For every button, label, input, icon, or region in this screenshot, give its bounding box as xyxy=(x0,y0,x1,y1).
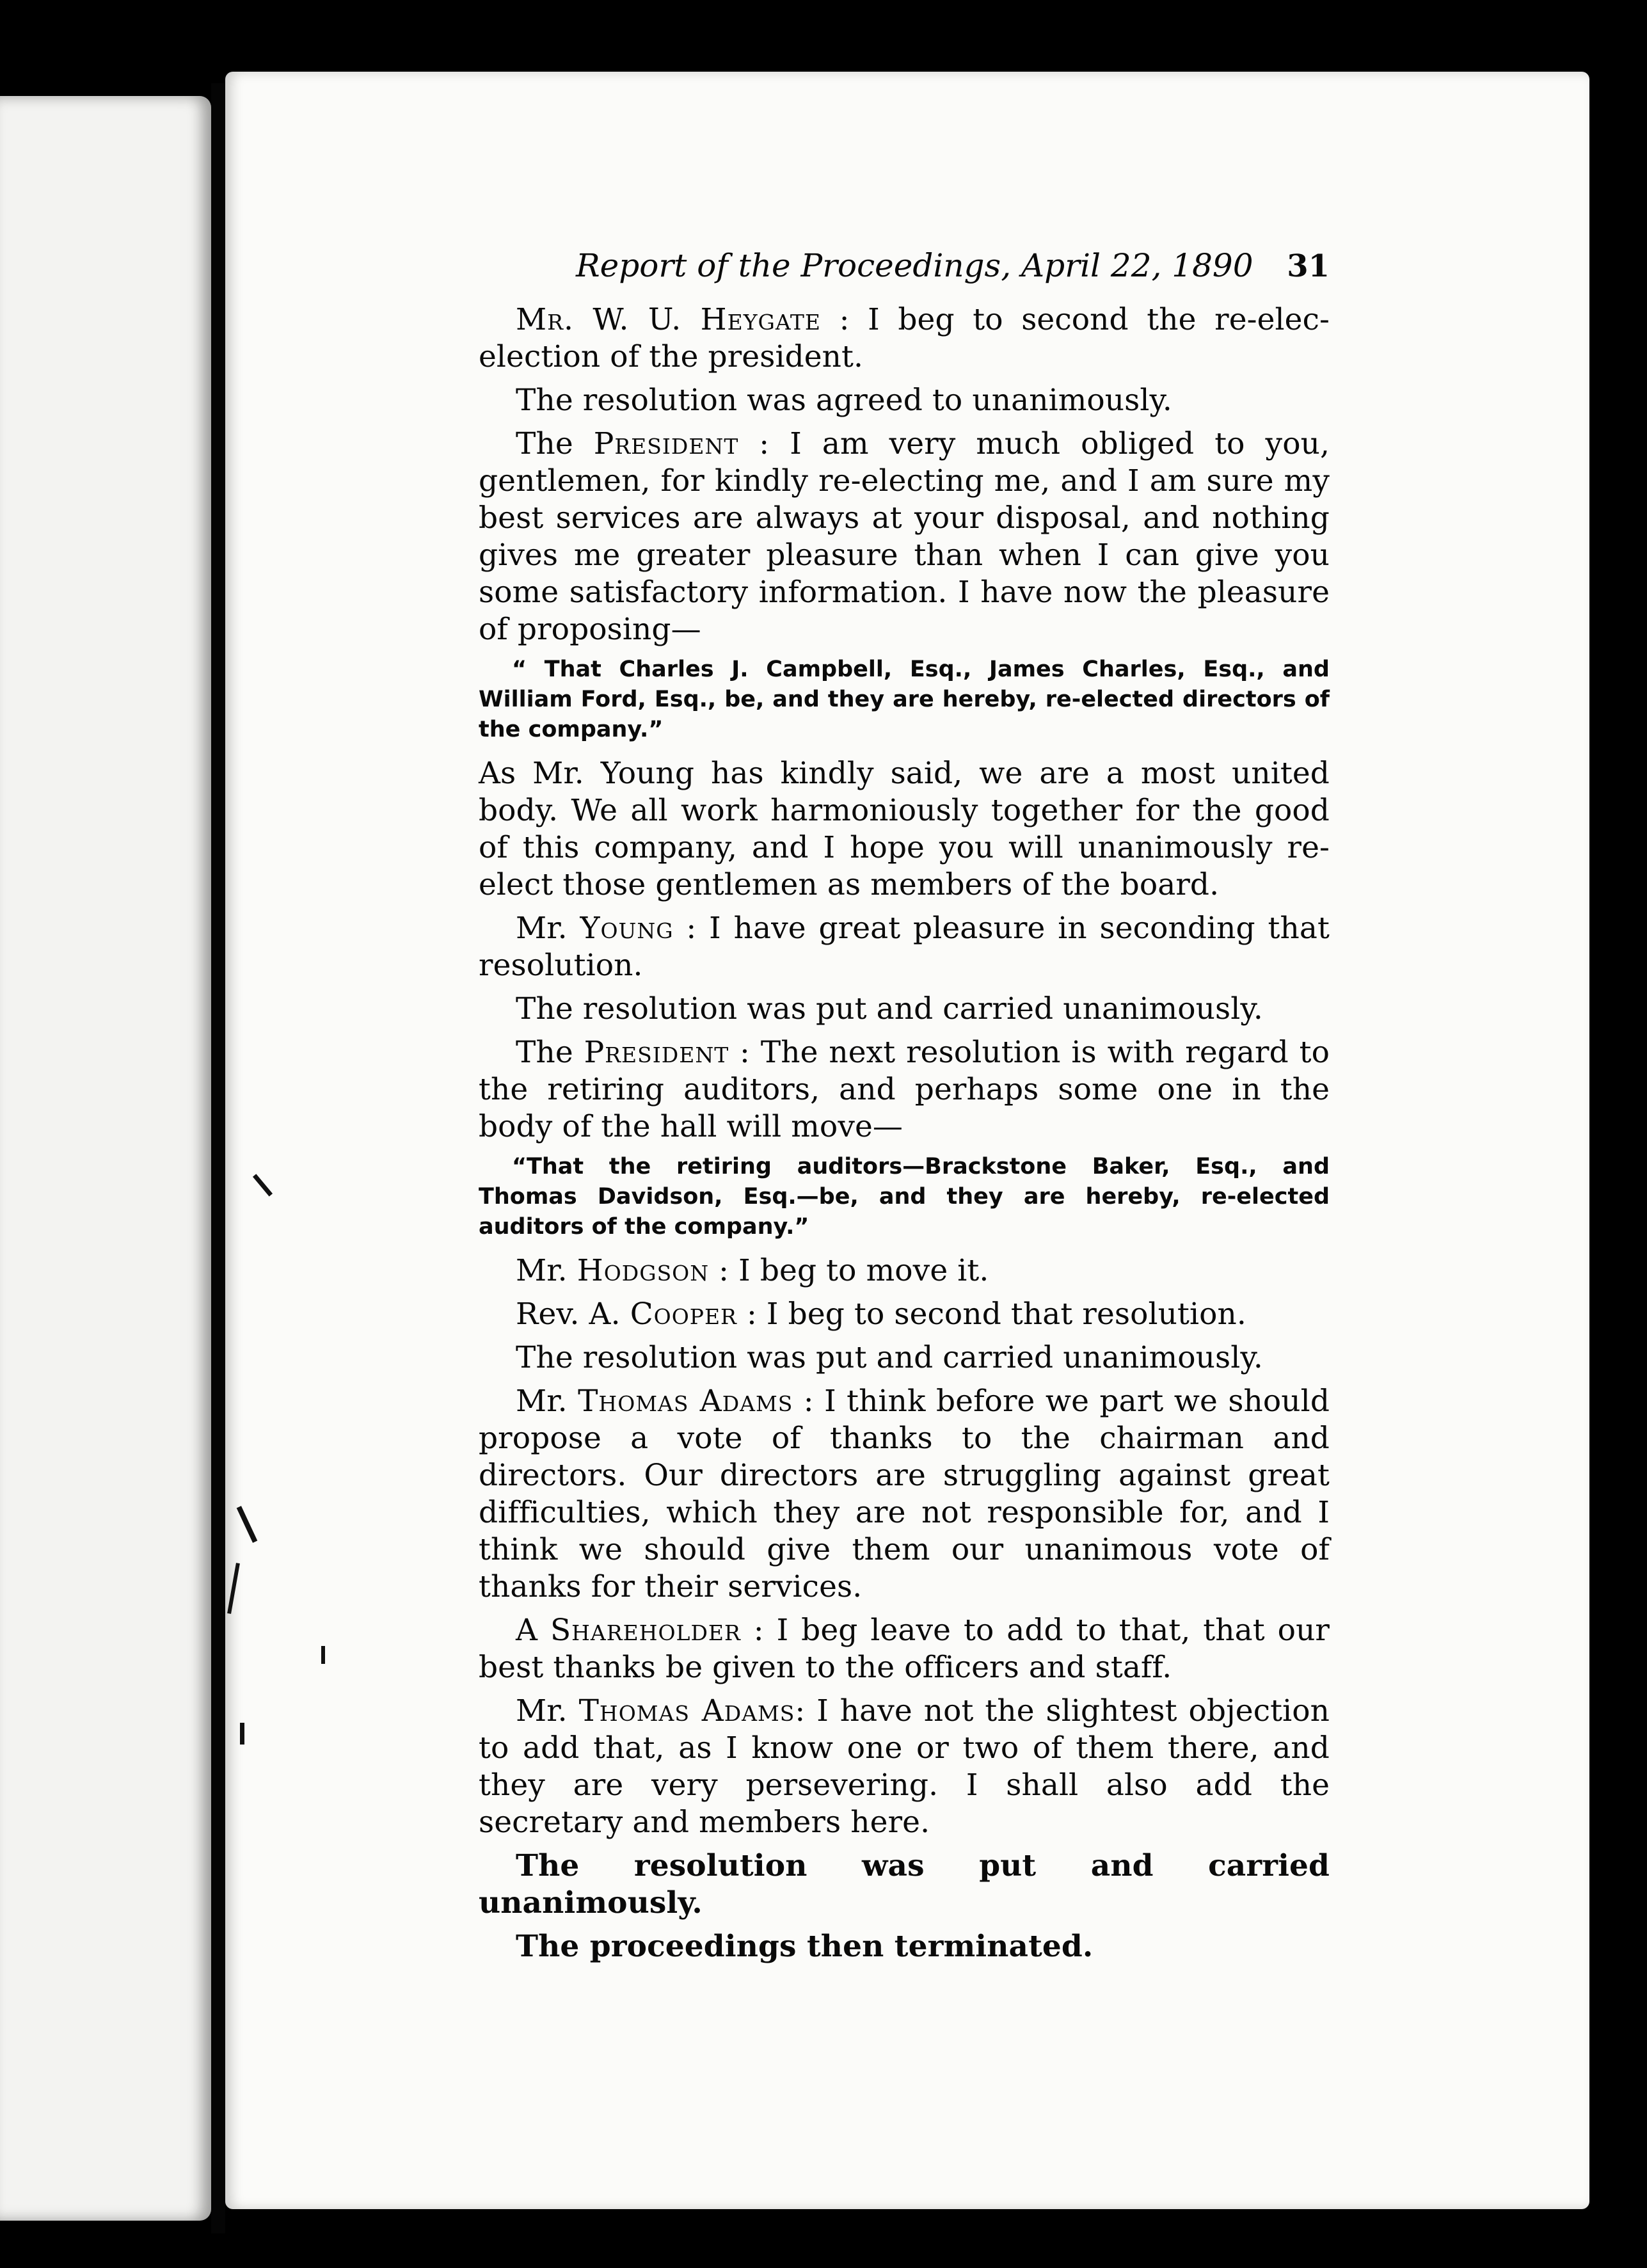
paragraph-text: I think before we part we should propose a vote of thanks to the chairman and directors. Our directors are struggling against great difficulties, which they are not responsible for, and I think we should give them our unanimous vote of thanks for their services. xyxy=(479,1384,1330,1604)
narrative-paragraph xyxy=(479,1848,1330,1922)
speaker-prefix: Rev. A. xyxy=(516,1297,630,1332)
paragraph-text: The resolution was put and carried unanimously. xyxy=(479,1848,1330,1921)
speaker-prefix: Mr. xyxy=(516,1253,577,1288)
paragraph-text: I beg to second that resolution. xyxy=(766,1297,1246,1332)
speech-paragraph xyxy=(479,426,1330,648)
speech-paragraph xyxy=(479,301,1330,376)
margin-mark xyxy=(237,1506,258,1543)
paragraph-text: As Mr. Young has kindly said, we are a most united body. We all work harmoniously together for the good of this company, and I hope you will unanimously re-elect those gentlemen as members of the board. xyxy=(479,756,1330,902)
speaker-separator: : xyxy=(736,1297,767,1332)
margin-mark xyxy=(253,1174,273,1196)
speaker-separator: : xyxy=(821,302,868,337)
paragraph-text: The next resolution is with regard to the retiring auditors, and perhaps some one in the body of the hall will move— xyxy=(479,1035,1330,1144)
speaker-separator: : xyxy=(673,911,710,946)
paragraph-text: I beg to second the re-elec- election of the president. xyxy=(479,302,1330,374)
speaker-prefix: Mr. xyxy=(516,911,580,946)
speech-paragraph xyxy=(479,1252,1330,1290)
paragraph-text: I beg leave to add to that, that our best thanks be given to the officers and staff. xyxy=(479,1613,1330,1685)
paragraph-text: The resolution was put and carried unanimously. xyxy=(516,1340,1263,1375)
paragraph-text: The resolution was put and carried unanimously. xyxy=(516,991,1263,1026)
running-head-title: Report of the Proceedings, April 22, 1890 xyxy=(576,247,1253,284)
margin-mark xyxy=(227,1563,240,1614)
speech-paragraph xyxy=(479,1034,1330,1146)
page-number: 31 xyxy=(1287,248,1330,284)
paragraph-text: I have great pleasure in seconding that resolution. xyxy=(479,911,1330,983)
book-gutter xyxy=(211,83,225,2233)
speech-paragraph xyxy=(479,1296,1330,1333)
speaker-separator: : xyxy=(793,1384,825,1419)
speaker-prefix: The xyxy=(516,1035,584,1070)
body-text xyxy=(479,301,1330,1965)
margin-mark xyxy=(240,1723,244,1745)
speaker-prefix: Mr. xyxy=(516,1384,578,1419)
speaker-name: Cooper xyxy=(630,1297,737,1332)
speech-paragraph xyxy=(479,1612,1330,1686)
narrative-paragraph xyxy=(479,1928,1330,1965)
speaker-prefix: The xyxy=(516,426,594,461)
speaker-prefix: A xyxy=(516,1613,550,1648)
speech-paragraph xyxy=(479,910,1330,984)
speaker-separator: : xyxy=(709,1253,739,1288)
speaker-name: President xyxy=(593,426,739,461)
speaker-name: President xyxy=(584,1035,729,1070)
speaker-name: Shareholder xyxy=(550,1613,741,1648)
paragraph-text: I am very much obliged to you, gentlemen, for kindly re-electing me, and I am sure my best services are always at your disposal, and nothing gives me greater pleasure than when I can give you some satisfactory information. I have now the pleasure of proposing— xyxy=(479,426,1330,647)
paragraph-text: I have not the slightest objection to add that, as I know one or two of them there, and they are very persevering. I shall also add the secretary and members here. xyxy=(479,1693,1330,1840)
speaker-separator: : xyxy=(738,426,790,461)
speech-paragraph xyxy=(479,1693,1330,1841)
narrative-paragraph xyxy=(479,991,1330,1028)
paragraph-text: The resolution was agreed to unanimously. xyxy=(516,383,1172,418)
speaker-name: Thomas Adams xyxy=(578,1693,795,1729)
page-text xyxy=(479,243,1330,1972)
speaker-separator: : xyxy=(795,1693,817,1729)
speaker-prefix: Mr. xyxy=(516,1693,579,1729)
narrative-paragraph xyxy=(479,382,1330,419)
quoted-resolution: “That the retiring auditors—Brackstone Baker, Esq., and Thomas Davidson, Esq.—be, and they are hereby, re-elected auditors of the company.” xyxy=(479,1154,1330,1240)
speaker-separator: : xyxy=(740,1613,777,1648)
running-head xyxy=(576,243,1330,289)
speech-paragraph xyxy=(479,1383,1330,1606)
left-page-edge xyxy=(0,96,211,2221)
speaker-name: Mr. W. U. Heygate xyxy=(516,302,821,337)
paragraph-text: I beg to move it. xyxy=(738,1253,989,1288)
paragraph-text: The proceedings then terminated. xyxy=(516,1929,1094,1964)
speaker-name: Thomas Adams xyxy=(578,1384,793,1419)
narrative-paragraph xyxy=(479,1339,1330,1377)
margin-mark xyxy=(321,1646,325,1664)
narrative-paragraph xyxy=(479,755,1330,904)
speaker-separator: : xyxy=(729,1035,761,1070)
speaker-name: Hodgson xyxy=(577,1253,710,1288)
quoted-resolution: “ That Charles J. Campbell, Esq., James Charles, Esq., and William Ford, Esq., be, and they are hereby, re-elected directors of the company.” xyxy=(479,657,1330,742)
speaker-name: Young xyxy=(580,911,674,946)
